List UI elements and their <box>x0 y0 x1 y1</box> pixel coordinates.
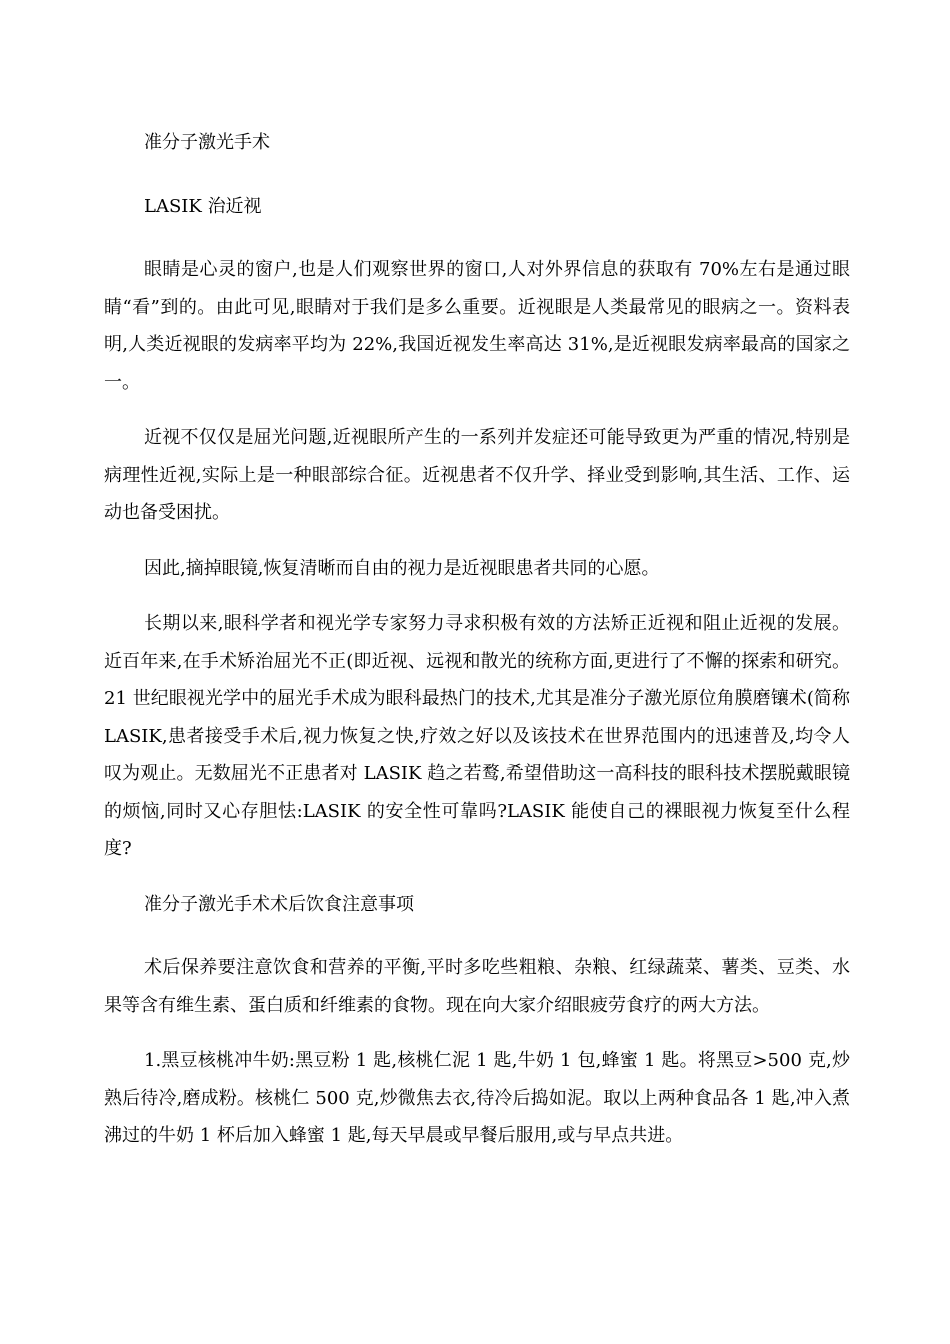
paragraph-intro: 眼睛是心灵的窗户,也是人们观察世界的窗口,人对外界信息的获取有 70%左右是通过眼睛“看”到的。由此可见,眼睛对于我们是多么重要。近视眼是人类最常见的眼病之一。资料表明,人类近视眼的发病率平均为 22%,我国近视发生率高达 31%,是近视眼发病率最高的国家之一。 <box>104 259 850 393</box>
paragraph-diet: 术后保养要注意饮食和营养的平衡,平时多吃些粗粮、杂粮、红绿蔬菜、薯类、豆类、水果等含有维生素、蛋白质和纤维素的食物。现在向大家介绍眼疲劳食疗的两大方法。 <box>104 957 850 1016</box>
paragraph-recipe-1: 1.黑豆核桃冲牛奶:黑豆粉 1 匙,核桃仁泥 1 匙,牛奶 1 包,蜂蜜 1 匙。将黑豆>500 克,炒熟后待冷,磨成粉。核桃仁 500 克,炒微焦去衣,待冷后捣如泥。取以上两种食品各 1 匙,冲入煮沸过的牛奶 1 杯后加入蜂蜜 1 匙,每天早晨或早餐后服用,或与早点共进。 <box>104 1050 850 1146</box>
section-heading: 准分子激光手术术后饮食注意事项 <box>144 893 414 915</box>
document-body <box>104 124 850 1173</box>
paragraph-complications: 近视不仅仅是屈光问题,近视眼所产生的一系列并发症还可能导致更为严重的情况,特别是病理性近视,实际上是一种眼部综合征。近视患者不仅升学、择业受到影响,其生活、工作、运动也备受困扰。 <box>104 427 850 523</box>
document-title: 准分子激光手术 <box>144 132 270 153</box>
document-subtitle: LASIK 治近视 <box>144 195 262 217</box>
paragraph-history: 长期以来,眼科学者和视光学专家努力寻求积极有效的方法矫正近视和阻止近视的发展。近百年来,在手术矫治屈光不正(即近视、远视和散光的统称方面,更进行了不懈的探索和研究。21 世纪眼视光学中的屈光手术成为眼科最热门的技术,尤其是准分子激光原位角膜磨镶术(简称 LASIK,患者接受手术后,视力恢复之快,疗效之好以及该技术在世界范围内的迅速普及,均令人叹为观止。无数屈光不正患者对 LASIK 趋之若鹜,希望借助这一高科技的眼科技术摆脱戴眼镜的烦恼,同时又心存胆怯:LASIK 的安全性可靠吗?LASIK 能使自己的裸眼视力恢复至什么程度? <box>104 613 850 859</box>
paragraph-wish: 因此,摘掉眼镜,恢复清晰而自由的视力是近视眼患者共同的心愿。 <box>144 557 660 579</box>
